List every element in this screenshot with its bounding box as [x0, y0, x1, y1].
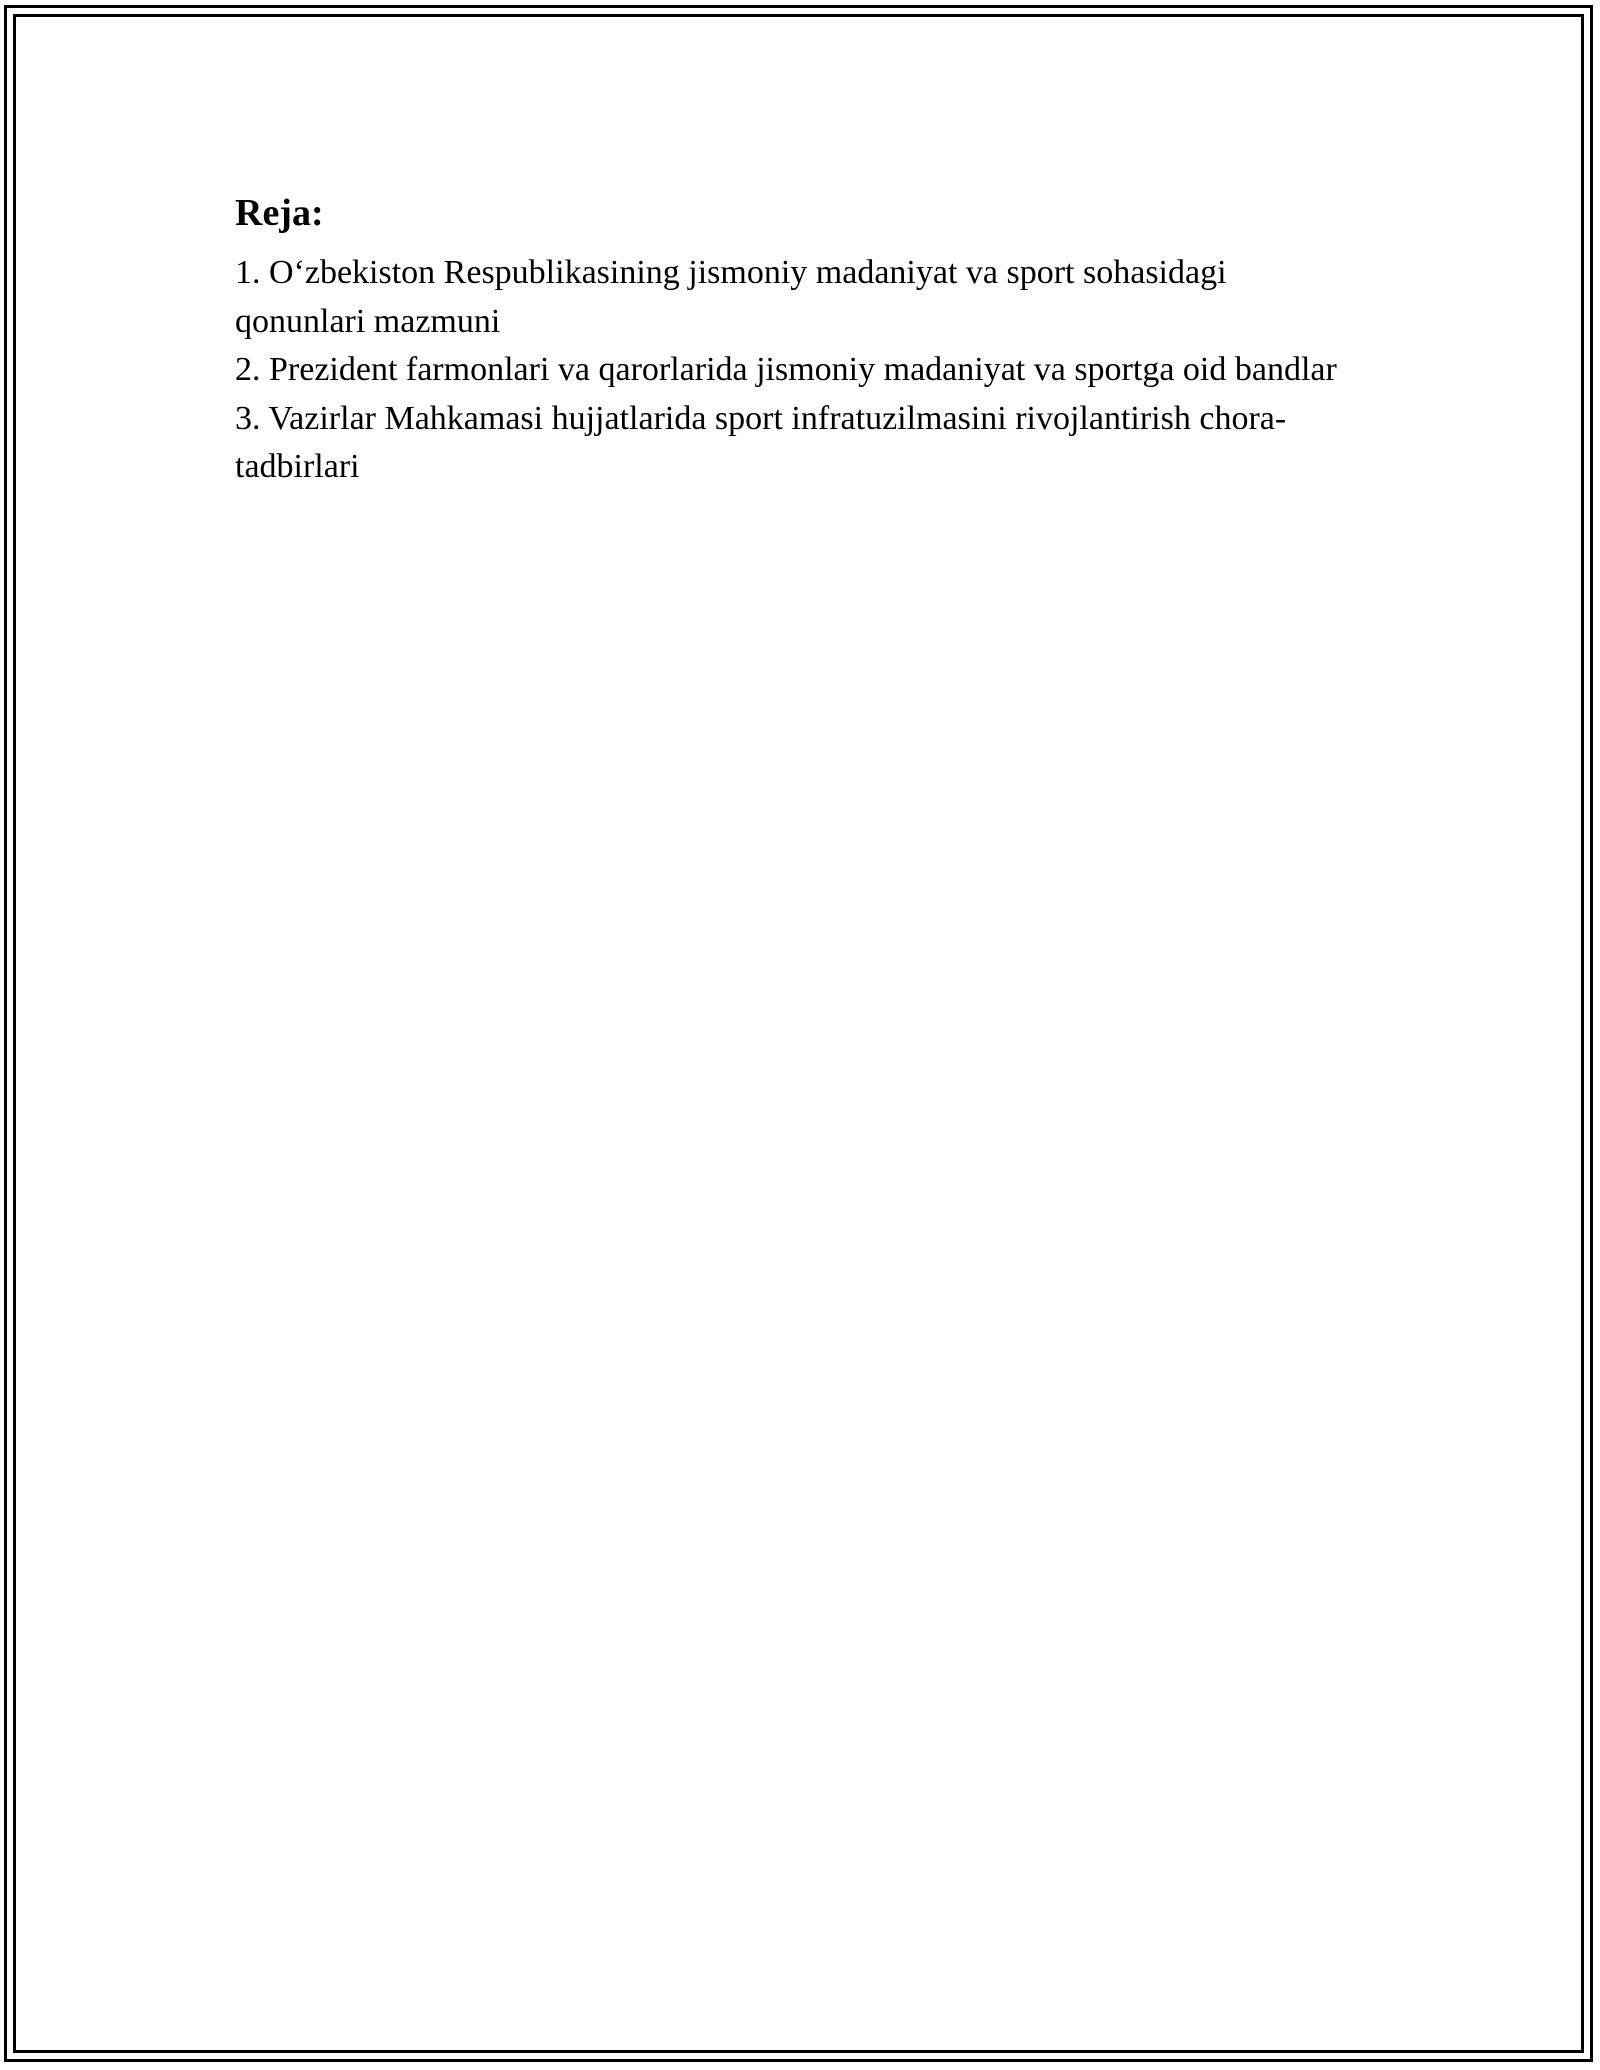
plan-heading: Reja:: [235, 192, 324, 234]
document-content: [235, 185, 1345, 492]
plan-list: [235, 249, 1345, 492]
plan-item-1: 1. O‘zbekiston Respublikasining jismoniy madaniyat va sport sohasidagi qonunlari mazmuni: [235, 254, 1227, 340]
plan-item-2: 2. Prezident farmonlari va qarorlarida jismoniy madaniyat va sportga oid bandlar: [235, 351, 1337, 388]
plan-item-3: 3. Vazirlar Mahkamasi hujjatlarida sport infratuzilmasini rivojlantirish chora-tadbirlari: [235, 399, 1287, 485]
